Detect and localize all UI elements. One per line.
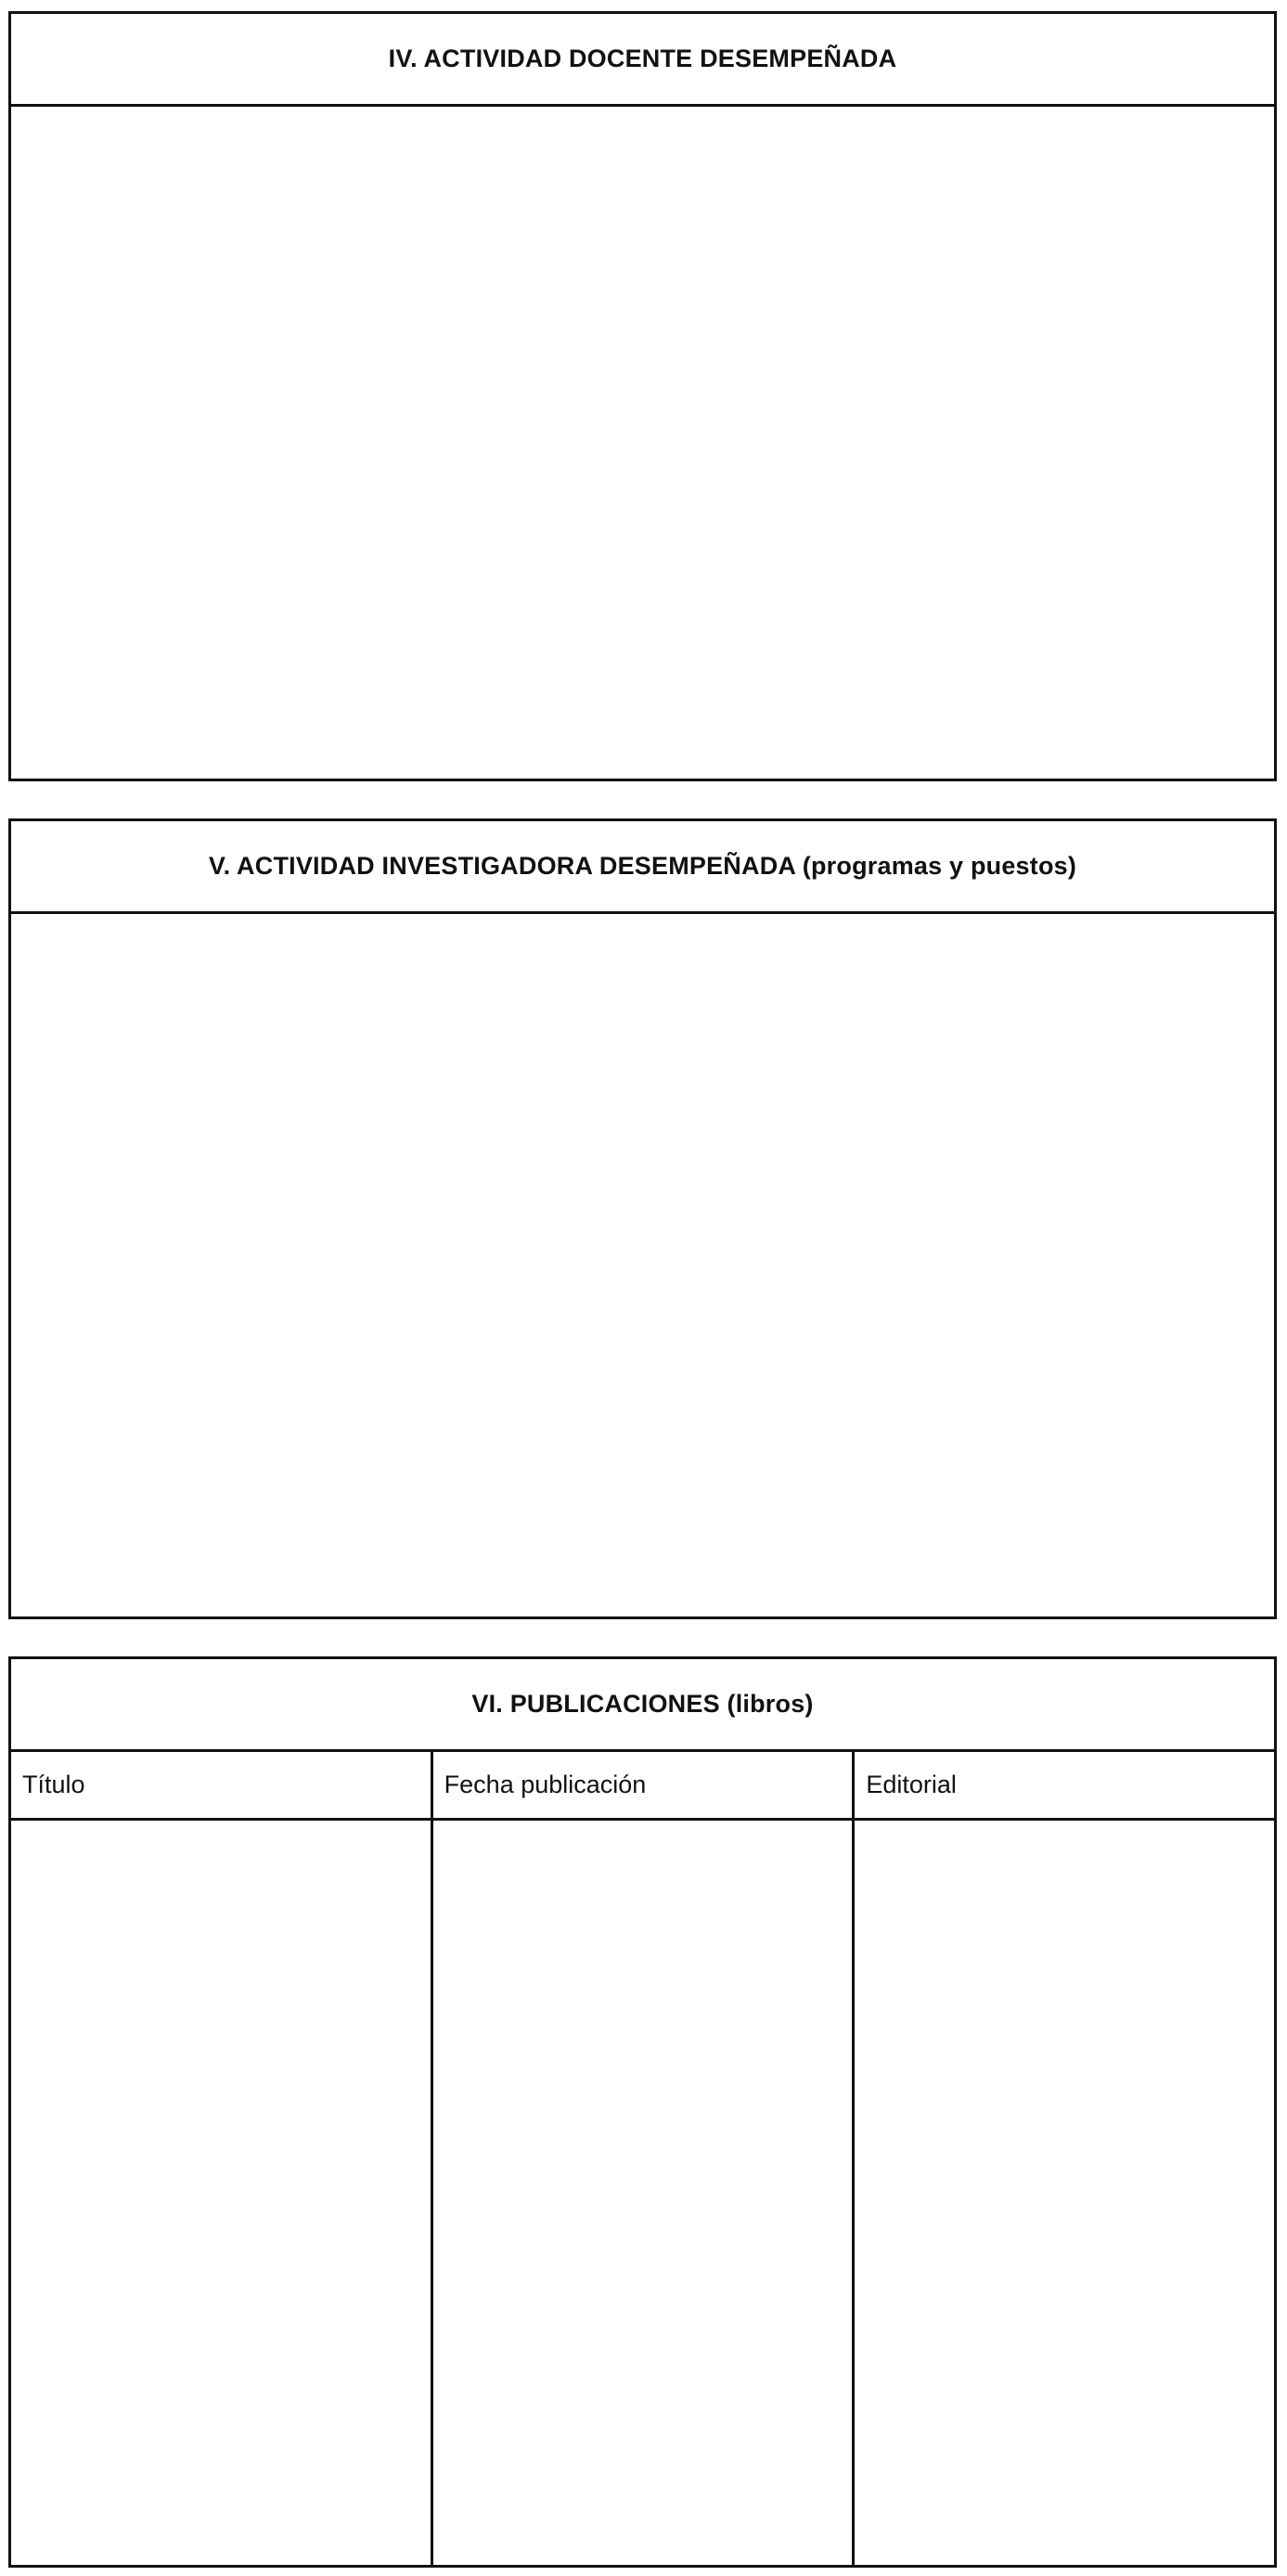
section-title-iv: IV. ACTIVIDAD DOCENTE DESEMPEÑADA <box>11 14 1274 107</box>
section-title-v: V. ACTIVIDAD INVESTIGADORA DESEMPEÑADA (programas y puestos) <box>11 821 1274 914</box>
actividad-investigadora-field[interactable] <box>11 914 1274 1616</box>
section-title-vi: VI. PUBLICACIONES (libros) <box>11 1659 1274 1752</box>
column-header-titulo: Título <box>22 1771 85 1798</box>
section-actividad-investigadora <box>8 818 1277 1619</box>
publicaciones-table-body <box>11 1821 1274 2565</box>
editorial-field[interactable] <box>852 1821 1274 2565</box>
titulo-field[interactable] <box>11 1821 431 2565</box>
section-actividad-docente <box>8 11 1277 781</box>
publicaciones-column-headers <box>11 1752 1274 1821</box>
section-publicaciones <box>8 1656 1277 2568</box>
column-header-editorial: Editorial <box>852 1752 1274 1818</box>
column-header-fecha-publicacion: Fecha publicación <box>431 1752 853 1818</box>
actividad-docente-field[interactable] <box>11 107 1274 779</box>
fecha-publicacion-field[interactable] <box>431 1821 853 2565</box>
